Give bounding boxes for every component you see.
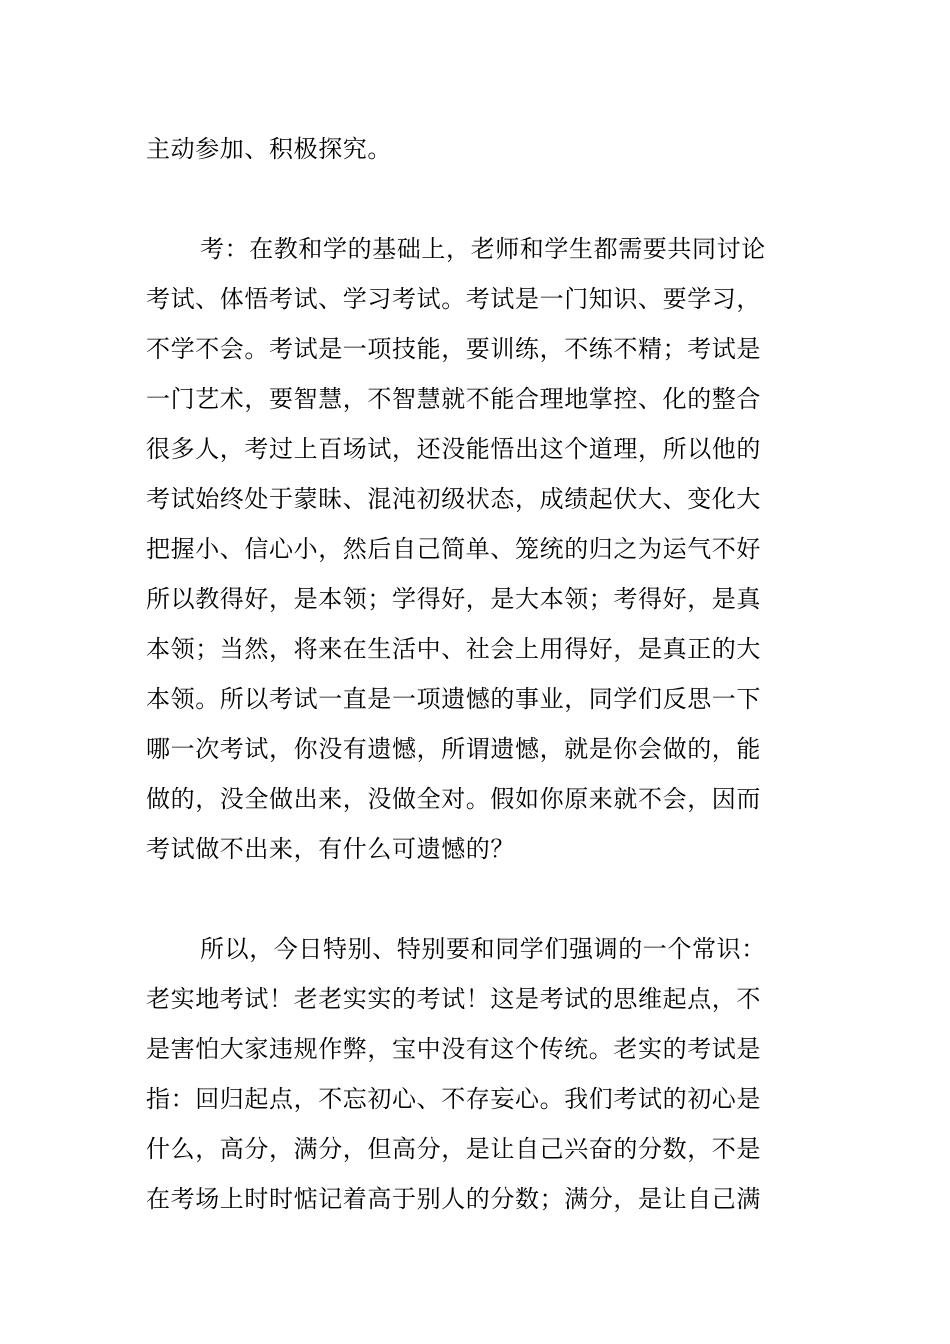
paragraph-3-line-3: 是害怕大家违规作弊，宝中没有这个传统。老实的考试是 — [146, 1035, 761, 1063]
paragraph-2-line-11: 哪一次考试，你没有遗憾，所谓遗憾，就是你会做的，能 — [146, 735, 761, 763]
paragraph-3-line-1: 所以，今日特别、特别要和同学们强调的一个常识： — [200, 935, 766, 963]
paragraph-2-line-1: 考：在教和学的基础上，老师和学生都需要共同讨论 — [200, 235, 766, 263]
paragraph-2-line-6: 考试始终处于蒙昧、混沌初级状态，成绩起伏大、变化大 — [146, 485, 761, 513]
paragraph-2-line-4: 一门艺术，要智慧，不智慧就不能合理地掌控、化的整合 — [146, 385, 761, 413]
paragraph-3-line-2: 老实地考试！老老实实的考试！这是考试的思维起点，不 — [146, 985, 761, 1013]
paragraph-2-line-8: 所以教得好，是本领；学得好，是大本领；考得好，是真 — [146, 585, 761, 613]
paragraph-3-line-5: 什么，高分，满分，但高分，是让自己兴奋的分数，不是 — [146, 1135, 761, 1163]
paragraph-2-line-9: 本领；当然，将来在生活中、社会上用得好，是真正的大 — [146, 635, 761, 663]
paragraph-1-line-1: 主动参加、积极探究。 — [146, 135, 392, 163]
paragraph-2-line-12: 做的，没全做出来，没做全对。假如你原来就不会，因而 — [146, 785, 761, 813]
paragraph-2-line-10: 本领。所以考试一直是一项遗憾的事业，同学们反思一下 — [146, 685, 761, 713]
paragraph-2-line-2: 考试、体悟考试、学习考试。考试是一门知识、要学习， — [146, 285, 761, 313]
paragraph-3-line-6: 在考场上时时惦记着高于别人的分数；满分，是让自己满 — [146, 1185, 761, 1213]
paragraph-2-line-13: 考试做不出来，有什么可遗憾的？ — [146, 835, 515, 863]
paragraph-2-line-3: 不学不会。考试是一项技能，要训练，不练不精；考试是 — [146, 335, 761, 363]
paragraph-3-line-4: 指：回归起点，不忘初心、不存妄心。我们考试的初心是 — [146, 1085, 761, 1113]
paragraph-2-line-5: 很多人，考过上百场试，还没能悟出这个道理，所以他的 — [146, 435, 761, 463]
paragraph-2-line-7: 把握小、信心小，然后自己简单、笼统的归之为运气不好 — [146, 535, 761, 563]
